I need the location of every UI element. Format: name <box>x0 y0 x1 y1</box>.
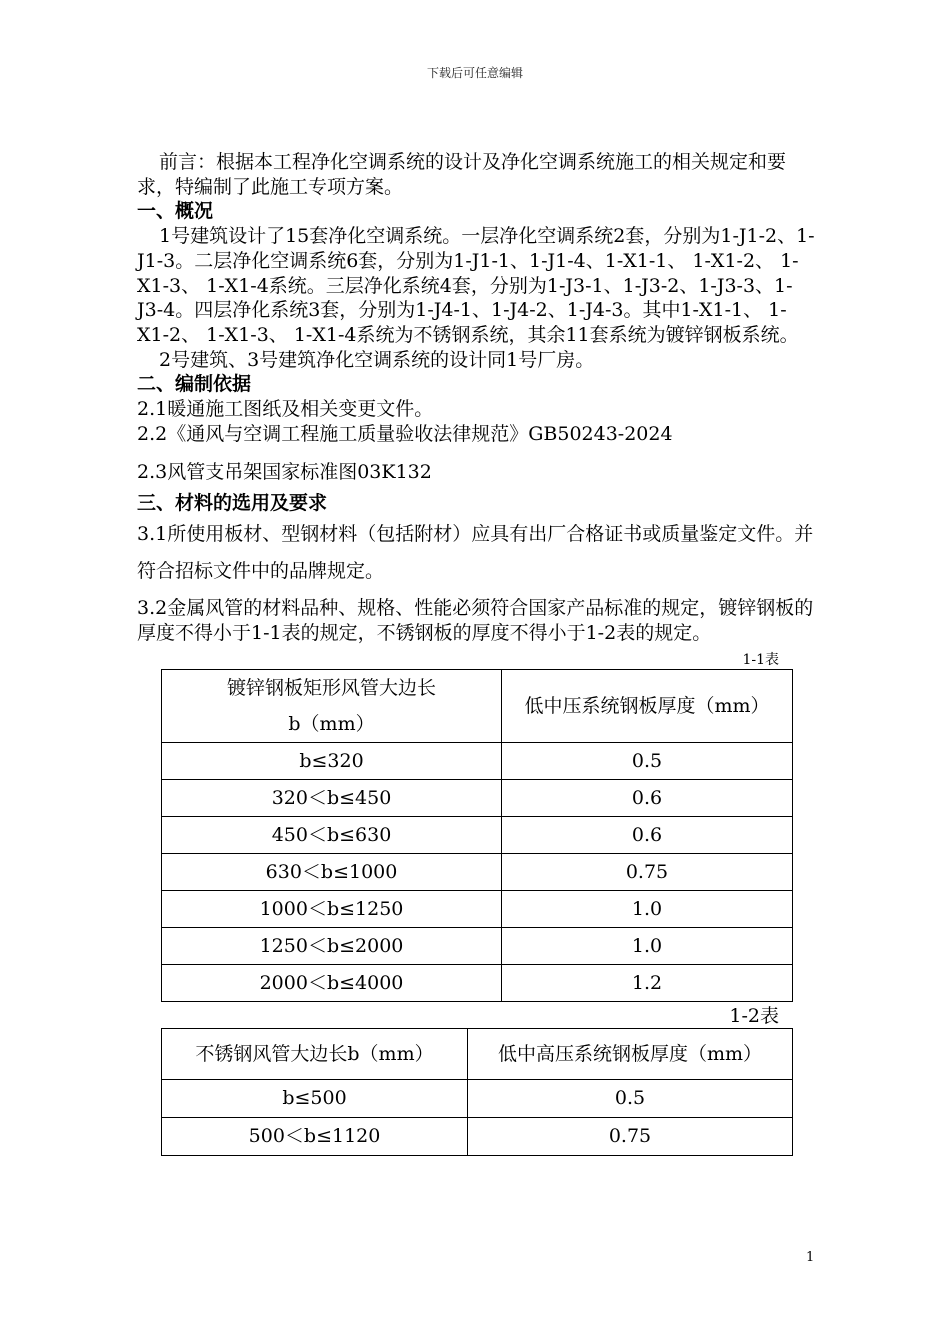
thickness-cell: 0.6 <box>502 780 793 817</box>
range-cell: 1000＜b≤1250 <box>162 891 502 928</box>
thickness-cell: 1.0 <box>502 928 793 965</box>
table-caption-1-2: 1-2表 <box>729 1005 779 1028</box>
range-cell: 320＜b≤450 <box>162 780 502 817</box>
section-heading-materials: 三、材料的选用及要求 <box>137 492 328 515</box>
thickness-cell: 0.75 <box>468 1118 793 1156</box>
thickness-cell: 1.2 <box>502 965 793 1002</box>
range-cell: b≤500 <box>162 1080 468 1118</box>
thickness-cell: 0.75 <box>502 854 793 891</box>
preface-paragraph: 前言：根据本工程净化空调系统的设计及净化空调系统施工的相关规定和要求，特编制了此施工专项方案。 <box>137 151 787 198</box>
header-line: 镀锌钢板矩形风管大边长 <box>226 677 436 700</box>
table-row <box>162 965 793 1002</box>
page-number: 1 <box>806 1250 815 1265</box>
table-row <box>162 928 793 965</box>
range-cell: b≤320 <box>162 743 502 780</box>
materials-item-1: 3.1所使用板材、型钢材料（包括附材）应具有出厂合格证书或质量鉴定文件。并符合招标文件中的品牌规定。 <box>137 522 814 582</box>
range-cell: 500＜b≤1120 <box>162 1118 468 1156</box>
table-row <box>162 743 793 780</box>
range-cell: 630＜b≤1000 <box>162 854 502 891</box>
basis-item-1: 2.1暖通施工图纸及相关变更文件。 <box>137 398 434 421</box>
table-header-cell <box>162 670 502 743</box>
range-cell: 1250＜b≤2000 <box>162 928 502 965</box>
thickness-cell: 0.5 <box>502 743 793 780</box>
materials-item-2: 3.2金属风管的材料品种、规格、性能必须符合国家产品标准的规定，镀锌钢板的厚度不得小于1-1表的规定，不锈钢板的厚度不得小于1-2表的规定。 <box>137 596 814 644</box>
table-header-cell: 低中压系统钢板厚度（mm） <box>502 670 793 743</box>
table-header-row <box>162 670 793 743</box>
basis-item-2: 2.2《通风与空调工程施工质量验收法律规范》GB50243-2024 <box>137 422 673 445</box>
table-row <box>162 854 793 891</box>
table-row <box>162 1080 793 1118</box>
table-row <box>162 1118 793 1156</box>
table-row <box>162 817 793 854</box>
thickness-cell: 1.0 <box>502 891 793 928</box>
basis-item-3: 2.3风管支吊架国家标准图03K132 <box>137 461 432 484</box>
table-row <box>162 780 793 817</box>
header-line: b（mm） <box>288 713 375 736</box>
table-header-cell: 不锈钢风管大边长b（mm） <box>162 1029 468 1080</box>
overview-paragraph-2: 2号建筑、3号建筑净化空调系统的设计同1号厂房。 <box>159 348 595 371</box>
stainless-thickness-table <box>161 1028 793 1156</box>
galvanized-thickness-table <box>161 669 793 1002</box>
range-cell: 450＜b≤630 <box>162 817 502 854</box>
overview-paragraph: 1号建筑设计了15套净化空调系统。一层净化空调系统2套，分别为1-J1-2、1-J1-3。二层净化空调系统6套，分别为1-J1-1、1-J1-4、1-X1-1、 1-X1-2、 1-X1-3、 1-X1-4系统。三层净化系统4套，分别为1-J3-1、1-J3-2、1-J3-3、1-J3-4。四层净化系统3套，分别为1-J4-1、1-J4-2、1-J4-3。其中1-X1-1、 1-X1-2、 1-X1-3、 1-X1-4系统为不锈钢系统，其余11套系统为镀锌钢板系统。 <box>137 225 815 346</box>
table-row <box>162 891 793 928</box>
document-body <box>137 150 817 1156</box>
table-caption-1-1: 1-1表 <box>742 652 779 669</box>
table-header-cell: 低中高压系统钢板厚度（mm） <box>468 1029 793 1080</box>
table-header-row <box>162 1029 793 1080</box>
range-cell: 2000＜b≤4000 <box>162 965 502 1002</box>
thickness-cell: 0.6 <box>502 817 793 854</box>
section-heading-overview: 一、概况 <box>137 200 214 223</box>
thickness-cell: 0.5 <box>468 1080 793 1118</box>
section-heading-basis: 二、编制依据 <box>137 373 252 396</box>
page-header: 下载后可任意编辑 <box>426 66 523 80</box>
